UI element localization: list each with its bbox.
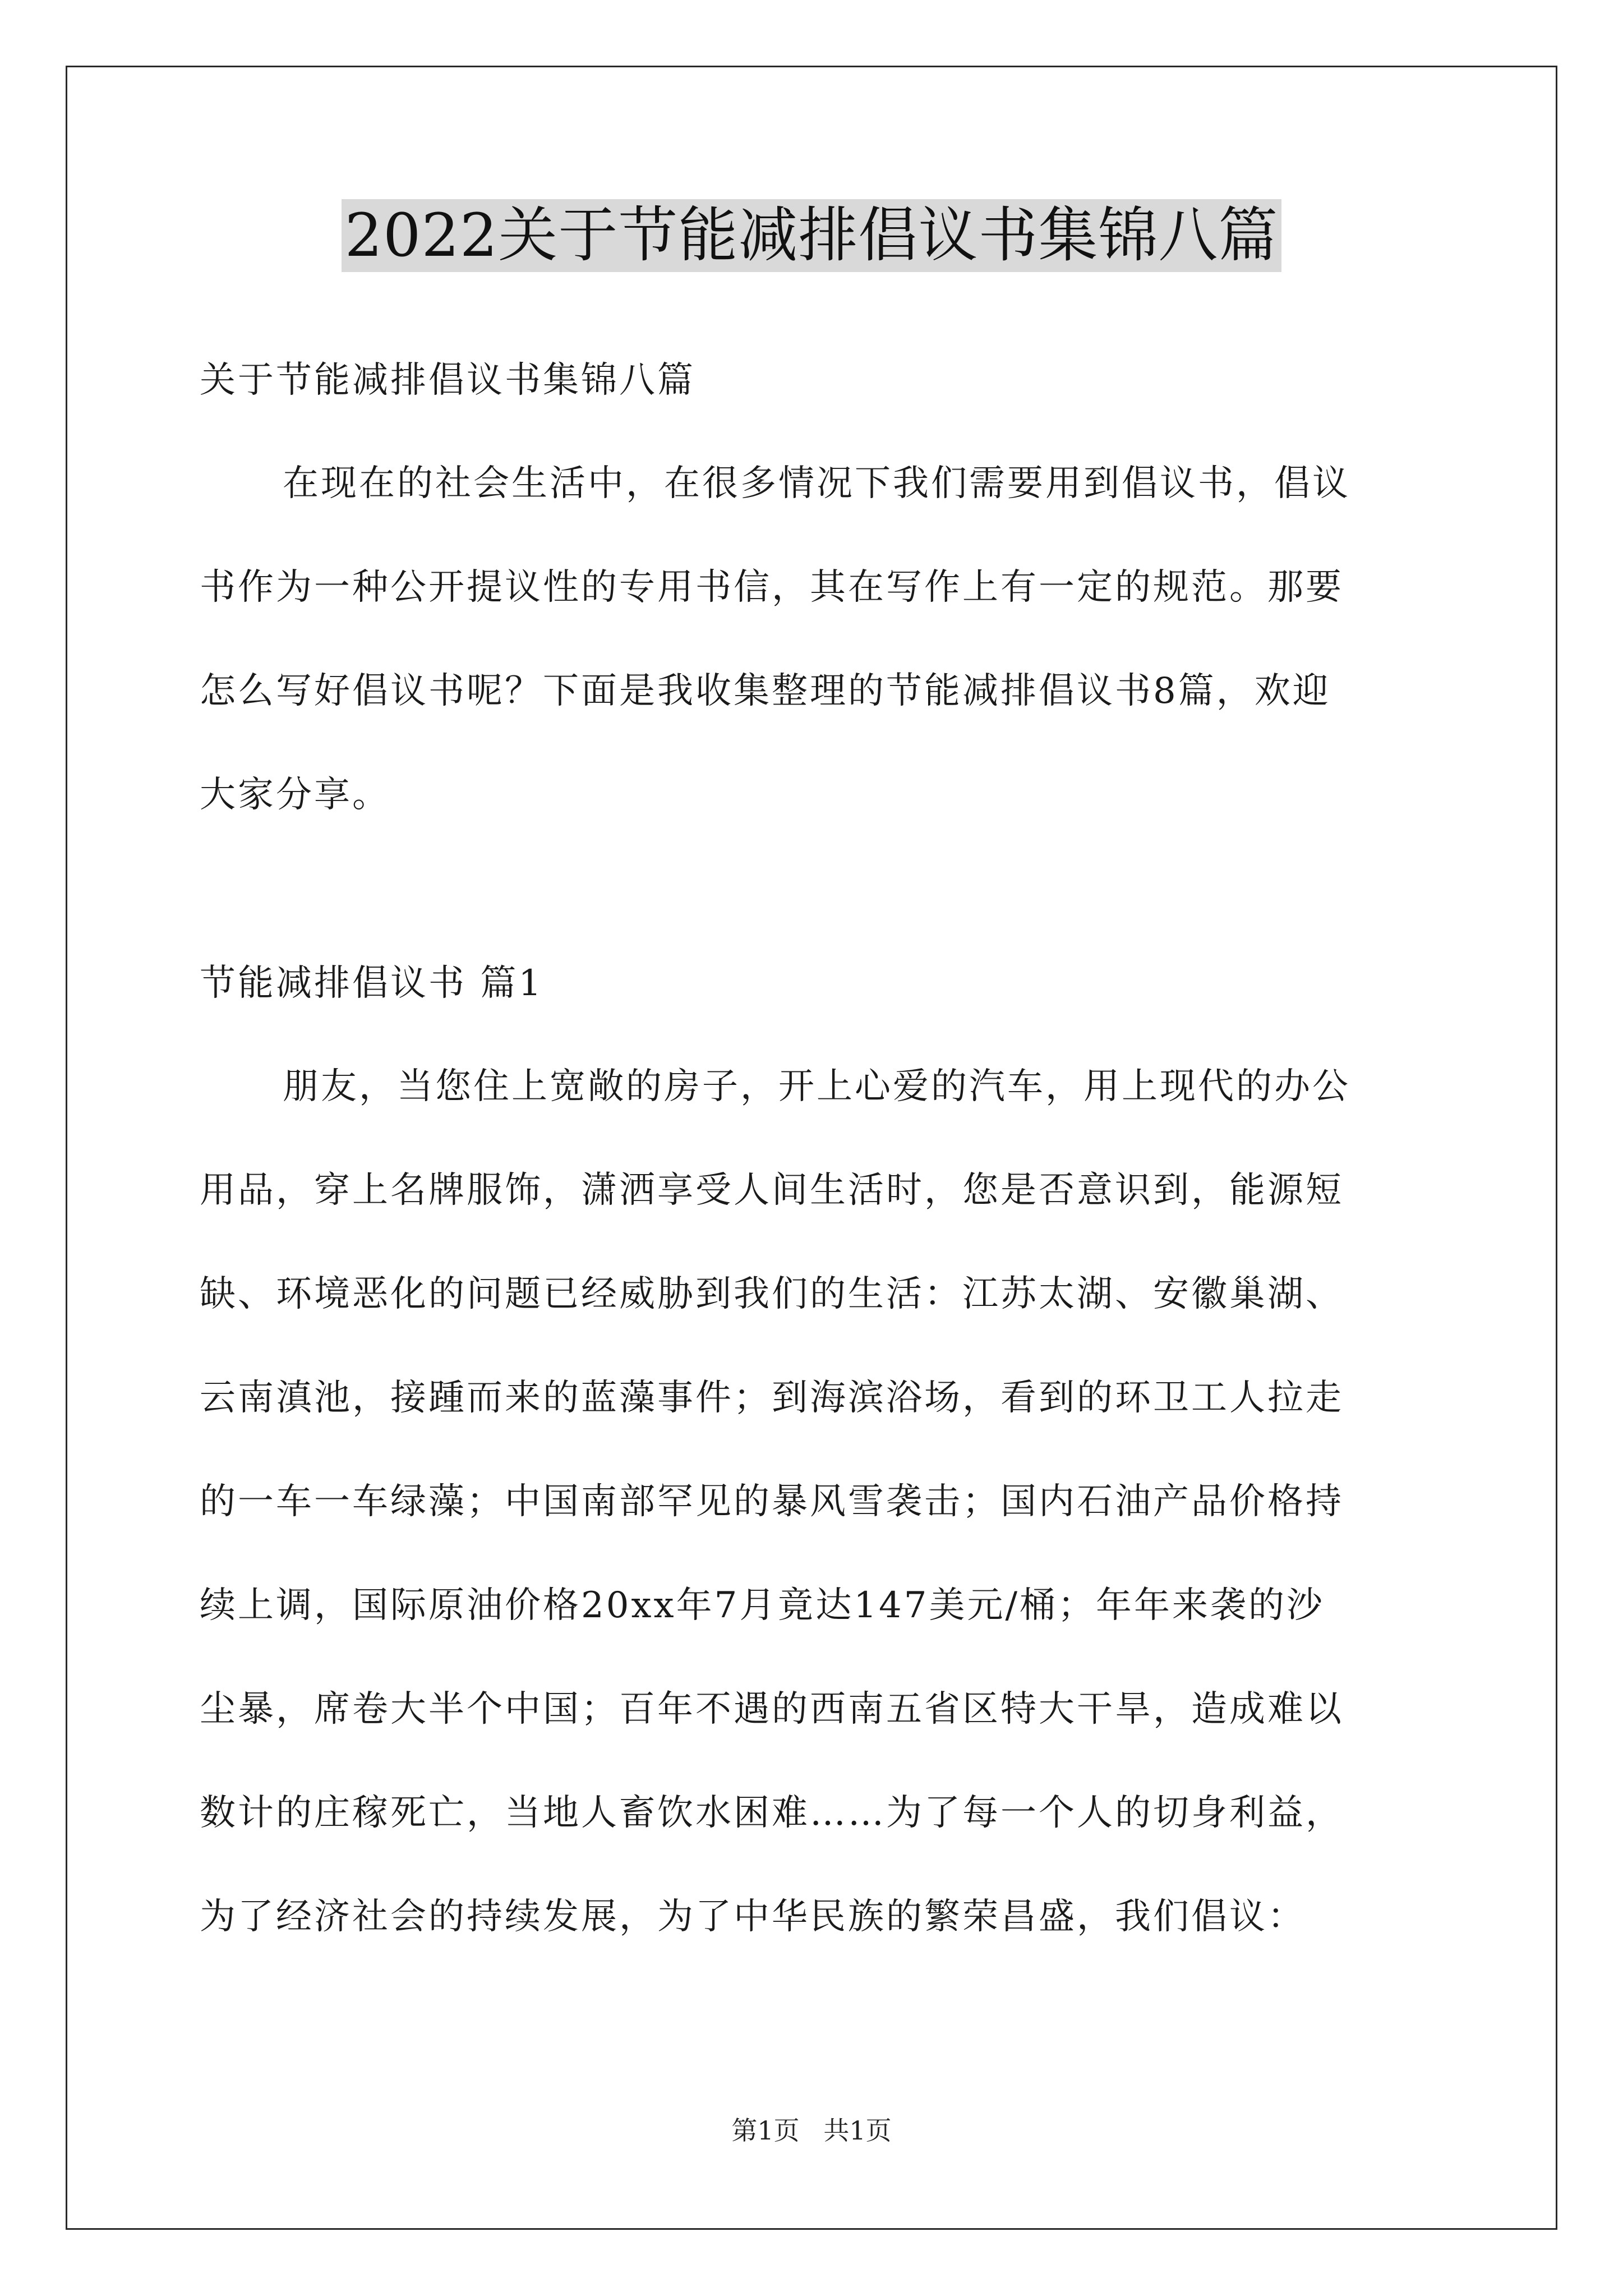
document-title: 2022关于节能减排倡议书集锦八篇 <box>342 199 1282 272</box>
page-total: 共1页 <box>823 2115 892 2146</box>
section-line: 朋友，当您住上宽敞的房子，开上心爱的汽车，用上现代的办公 <box>283 1066 1350 1107</box>
page-number: 第1页 <box>731 2115 800 2146</box>
section-spacer <box>200 822 1422 956</box>
section-line: 续上调，国际原油价格20xx年7月竟达147美元/桶；年年来袭的沙 <box>200 1585 1325 1626</box>
document-subtitle: 关于节能减排倡议书集锦八篇 <box>200 360 695 401</box>
section-line: 的一车一车绿藻；中国南部罕见的暴风雪袭击；国内石油产品价格持 <box>200 1481 1344 1522</box>
section-line: 云南滇池，接踵而来的蓝藻事件；到海滨浴场，看到的环卫工人拉走 <box>200 1377 1344 1419</box>
intro-line: 大家分享。 <box>200 774 390 816</box>
section-line: 尘暴，席卷大半个中国；百年不遇的西南五省区特大干旱，造成难以 <box>200 1688 1344 1730</box>
section-line: 缺、环境恶化的问题已经威胁到我们的生活：江苏太湖、安徽巢湖、 <box>200 1273 1344 1315</box>
page-footer <box>0 2114 1623 2147</box>
intro-line: 书作为一种公开提议性的专用书信，其在写作上有一定的规范。那要 <box>200 567 1344 608</box>
section-paragraph <box>200 1060 1422 1944</box>
title-container <box>0 199 1623 272</box>
section-line: 为了经济社会的持续发展，为了中华民族的繁荣昌盛，我们倡议： <box>200 1896 1306 1938</box>
document-body <box>200 353 1422 1944</box>
intro-line: 怎么写好倡议书呢？下面是我收集整理的节能减排倡议书8篇，欢迎 <box>200 670 1331 712</box>
section-heading: 节能减排倡议书 篇1 <box>200 963 544 1004</box>
section-line: 用品，穿上名牌服饰，潇洒享受人间生活时，您是否意识到，能源短 <box>200 1170 1344 1211</box>
intro-line: 在现在的社会生活中，在很多情况下我们需要用到倡议书，倡议 <box>283 463 1350 504</box>
intro-paragraph <box>200 457 1422 822</box>
section-line: 数计的庄稼死亡，当地人畜饮水困难……为了每一个人的切身利益， <box>200 1792 1344 1834</box>
